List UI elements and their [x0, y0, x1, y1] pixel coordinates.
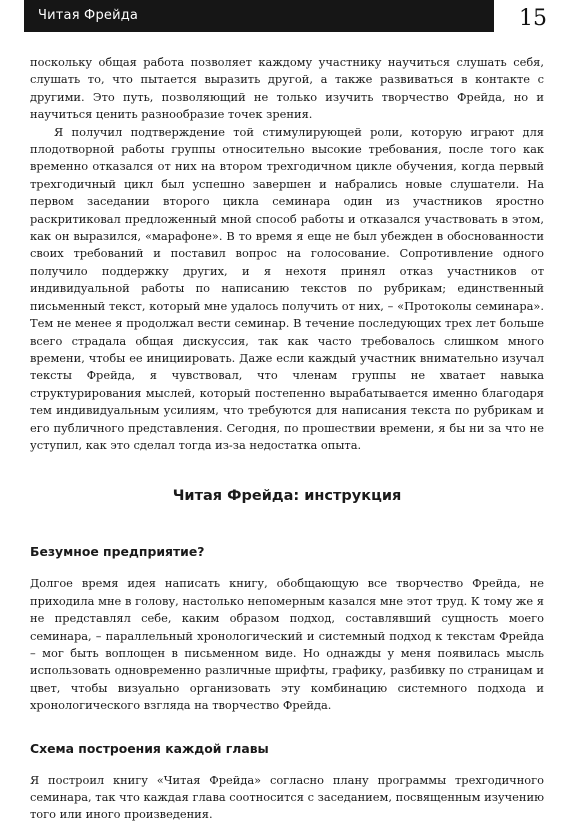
- running-header: [24, 0, 553, 40]
- page-body: [30, 54, 544, 824]
- page-number: 15: [519, 6, 547, 31]
- header-bar: [24, 0, 494, 32]
- paragraph-seminar-experience: Я получил подтверждение той стимулирующей роли, которую играют для плодотворной работы группы относительно высокие требования, после того как временно отказался от них на втором трехгодичном цикле обучения, когда первый трехгодичный цикл был успешно завершен и набрались новые слушатели. На первом заседании второго цикла семинара один из участников яростно раскритиковал предложенный мной способ работы и отказался участвовать в этом, как он выразился, «марафоне». В то время я еще не был убежден в обоснованности своих требований и поставил вопрос на голосование. Сопротивление одного получило поддержку других, и я нехотя принял отказ участников от индивидуальной работы по написанию текстов по рубрикам; единственный письменный текст, который мне удалось получить от них, – «Протоколы семинара». Тем не менее я продолжал вести семинар. В течение последующих трех лет больше всего страдала общая дискуссия, так как часто требовалось слишком много времени, чтобы ее инициировать. Даже если каждый участник внимательно изучал тексты Фрейда, я чувствовал, что членам группы не хватает навыка структурирования мыслей, который постепенно вырабатывается именно благодаря тем индивидуальным усилиям, что требуются для написания текста по рубрикам и его публичного представления. Сегодня, по прошествии времени, я бы ни за что не уступил, как это сделал тогда из-за недостатка опыта.: [30, 124, 544, 452]
- section-title: Читая Фрейда: инструкция: [172, 488, 402, 505]
- subsection-title-chapter-scheme: Схема построения каждой главы: [30, 740, 269, 756]
- paragraph-crazy-enterprise: Долгое время идея написать книгу, обобщающую все творчество Фрейда, не приходила мне в голову, настолько непомерным казался мне этот труд. К тому же я не представлял себе, каким образом подход, составлявший сущность моего семинара, – параллельный хронологический и системный подход к текстам Фрейда – мог быть воплощен в письменном виде. Но однажды у меня появилась мысль использовать одновременно различные шрифты, графику, разбивку по страницам и цвет, чтобы визуально организовать эту комбинацию системного подхода и хронологического взгляда на творчество Фрейда.: [30, 576, 544, 713]
- subsection-title-crazy-enterprise: Безумное предприятие?: [30, 544, 205, 560]
- running-title: Читая Фрейда: [38, 8, 139, 23]
- paragraph-chapter-scheme: Я построил книгу «Читая Фрейда» согласно плану программы трехгодичного семинара, так что каждая глава соотносится с заседанием, посвященным изучению того или иного произведения.: [30, 772, 544, 822]
- paragraph-continuation: поскольку общая работа позволяет каждому участнику научиться слушать себя, слушать то, что пытается выразить другой, а также развиваться в контакте с другими. Это путь, позволяющий не только изучить творчество Фрейда, но и научиться ценить разнообразие точек зрения.: [30, 55, 544, 122]
